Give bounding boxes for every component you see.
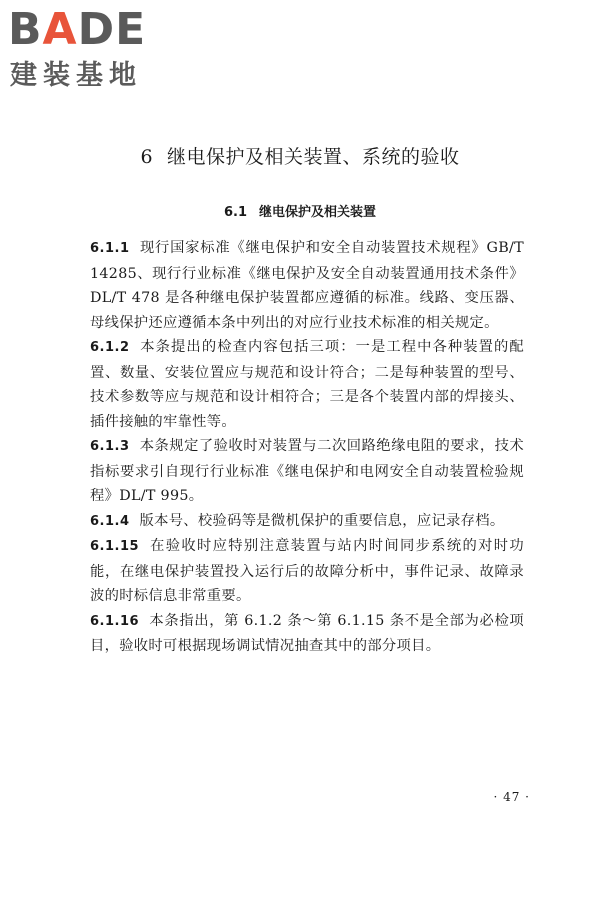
page-number: · 47 · <box>493 790 530 804</box>
section-number: 6.1 <box>223 205 247 220</box>
clause-number: 6.1.3 <box>90 439 130 454</box>
clause-number: 6.1.2 <box>90 340 130 355</box>
section-title-text: 继电保护及相关装置 <box>259 205 377 220</box>
clause-6-1-2 <box>90 335 524 434</box>
chapter-number: 6 <box>140 146 154 168</box>
clause-number: 6.1.1 <box>90 241 130 256</box>
clause-6-1-1 <box>90 236 524 335</box>
bade-logo <box>8 6 178 96</box>
clause-6-1-4 <box>90 509 524 535</box>
clause-text: 本条提出的检查内容包括三项：一是工程中各种装置的配置、数量、安装位置应与规范和设计符合；二是每种装置的型号、技术参数等应与规范和设计相符合；三是各个装置内部的焊接头、插件接触的牢靠性等。 <box>90 339 524 430</box>
clause-list <box>90 236 524 659</box>
clause-text: 本条规定了验收时对装置与二次回路绝缘电阻的要求，技术指标要求引自现行行业标准《继电保护和电网安全自动装置检验规程》DL/T 995。 <box>90 438 524 504</box>
section-title <box>0 203 600 223</box>
clause-text: 现行国家标准《继电保护和安全自动装置技术规程》GB/T 14285、现行行业标准《继电保护及安全自动装置通用技术条件》DL/T 478 是各种继电保护装置都应遵循的标准。线路、变压器、母线保护还应遵循本条中列出的对应行业技术标准的相关规定。 <box>90 240 524 331</box>
clause-number: 6.1.16 <box>90 613 140 629</box>
clause-text: 本条指出，第 6.1.2 条～第 6.1.15 条不是全部为必检项目，验收时可根据现场调试情况抽查其中的部分项目。 <box>90 612 524 654</box>
clause-text: 在验收时应特别注意装置与站内时间同步系统的对时功能，在继电保护装置投入运行后的故障分析中，事件记录、故障录波的时标信息非常重要。 <box>90 538 524 604</box>
chapter-title <box>0 144 600 170</box>
clause-number: 6.1.4 <box>90 513 130 529</box>
logo-wordmark: BADE <box>8 4 147 55</box>
clause-6-1-16 <box>90 609 524 659</box>
logo-subtitle: 建装基地 <box>10 60 142 91</box>
clause-text: 版本号、校验码等是微机保护的重要信息，应记录存档。 <box>139 512 505 529</box>
clause-6-1-3 <box>90 434 524 509</box>
clause-number: 6.1.15 <box>90 539 140 554</box>
chapter-title-text: 继电保护及相关装置、系统的验收 <box>167 146 460 168</box>
clause-6-1-15 <box>90 534 524 609</box>
